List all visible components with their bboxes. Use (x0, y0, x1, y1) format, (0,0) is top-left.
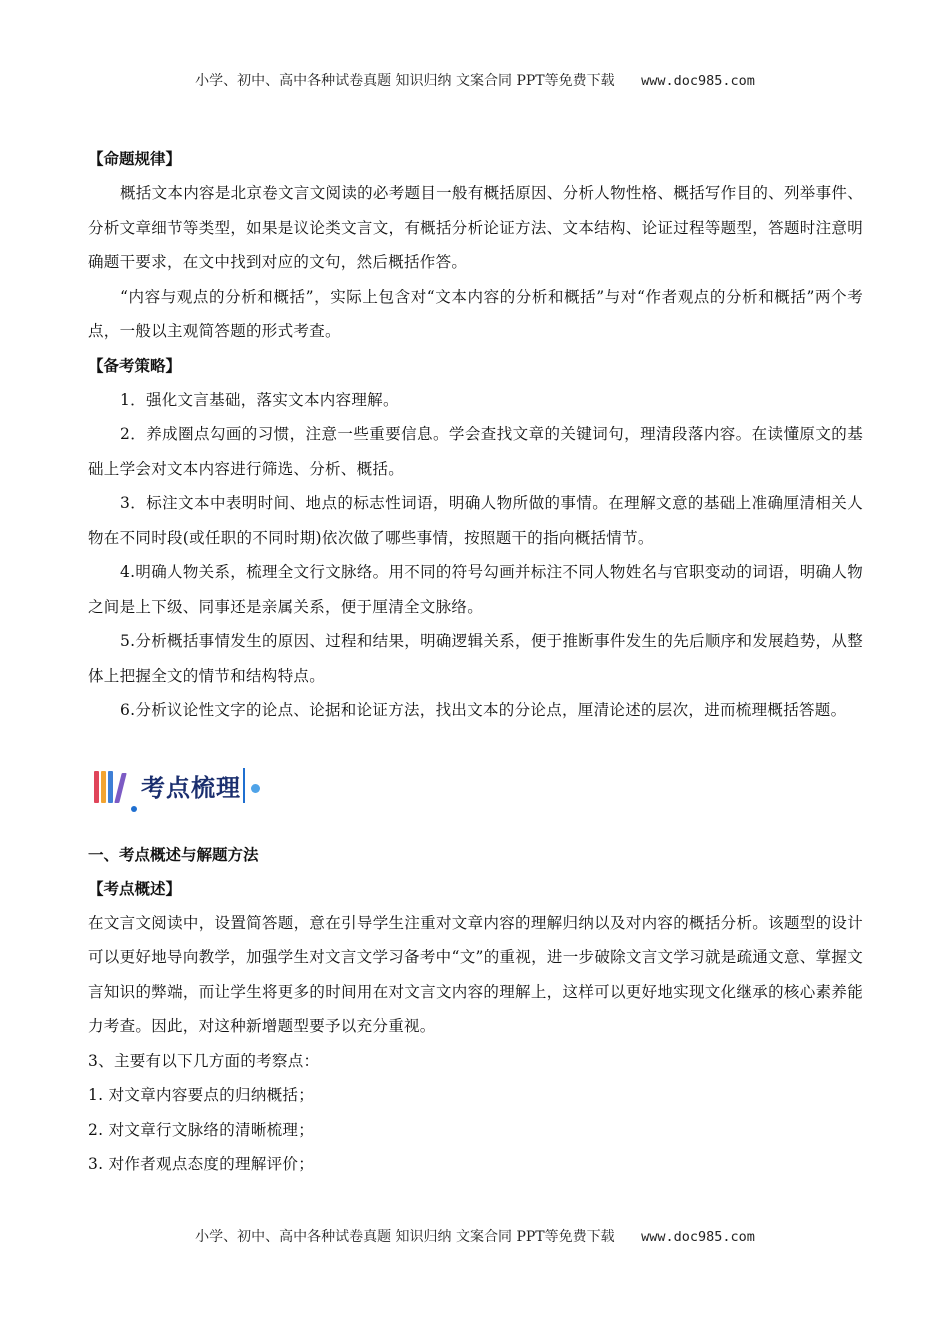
banner-title: 考点梳理 (141, 768, 245, 803)
strategy-item: 2．养成圈点勾画的习惯，注意一些重要信息。学会查找文章的关键词句，理清段落内容。在读懂原文的基础上学会对文本内容进行筛选、分析、概括。 (88, 425, 863, 478)
strategy-item: 4.明确人物关系，梳理全文行文脉络。用不同的符号勾画并标注不同人物姓名与官职变动的词语，明确人物之间是上下级、同事还是亲属关系，便于厘清全文脉络。 (88, 563, 863, 616)
page-footer (0, 1226, 950, 1246)
section-heading-rules: 【命题规律】 (88, 150, 182, 168)
footer-url[interactable]: www.doc985.com (641, 1229, 755, 1245)
strategy-item: 5.分析概括事情发生的原因、过程和结果，明确逻辑关系，便于推断事件发生的先后顺序和发展趋势，从整体上把握全文的情节和结构特点。 (88, 632, 863, 685)
section-title: 一、考点概述与解题方法 (88, 845, 259, 864)
header-text: 小学、初中、高中各种试卷真题 知识归纳 文案合同 PPT等免费下载 (195, 73, 615, 89)
point-item: 3. 对作者观点态度的理解评价； (88, 1155, 315, 1173)
page-header (0, 70, 950, 90)
points-lead: 3、主要有以下几方面的考察点： (88, 1051, 320, 1070)
footer-text: 小学、初中、高中各种试卷真题 知识归纳 文案合同 PPT等免费下载 (195, 1229, 615, 1245)
header-url[interactable]: www.doc985.com (641, 73, 755, 89)
dot-icon (131, 806, 137, 812)
section-heading-strategy: 【备考策略】 (88, 356, 182, 375)
overview-paragraph: 在文言文阅读中，设置简答题，意在引导学生注重对文章内容的理解归纳以及对内容的概括分析。该题型的设计可以更好地导向教学，加强学生对文言文学习备考中“文”的重视，进一步破除文言文学习就是疏通文意、掌握文言知识的弊端，而让学生将更多的时间用在对文言文内容的理解上，这样可以更好地实现文化继承的核心素养能力考查。因此，对这种新增题型要予以充分重视。 (88, 913, 863, 1035)
point-item: 2. 对文章行文脉络的清晰梳理； (88, 1120, 315, 1139)
paragraph: “内容与观点的分析和概括”，实际上包含对“文本内容的分析和概括”与对“作者观点的分析和概括”两个考点，一般以主观简答题的形式考查。 (88, 287, 863, 340)
main-content (88, 142, 863, 1182)
paragraph: 概括文本内容是北京卷文言文阅读的必考题目一般有概括原因、分析人物性格、概括写作目的、列举事件、分析文章细节等类型，如果是议论类文言文，有概括分析论证方法、文本结构、论证过程等题型，答题时注意明确题干要求，在文中找到对应的文句，然后概括作答。 (88, 184, 863, 271)
dot-icon (251, 784, 260, 793)
strategy-item: 1．强化文言基础，落实文本内容理解。 (120, 390, 399, 409)
point-item: 1. 对文章内容要点的归纳概括； (88, 1086, 315, 1104)
section-heading-overview: 【考点概述】 (88, 879, 182, 898)
books-icon (94, 769, 125, 803)
section-banner (94, 756, 863, 816)
strategy-item: 3．标注文本中表明时间、地点的标志性词语，明确人物所做的事情。在理解文意的基础上准确厘清相关人物在不同时段(或任职的不同时期)依次做了哪些事情，按照题干的指向概括情节。 (88, 494, 863, 547)
strategy-item: 6.分析议论性文字的论点、论据和论证方法，找出文本的分论点，厘清论述的层次，进而梳理概括答题。 (120, 701, 847, 719)
